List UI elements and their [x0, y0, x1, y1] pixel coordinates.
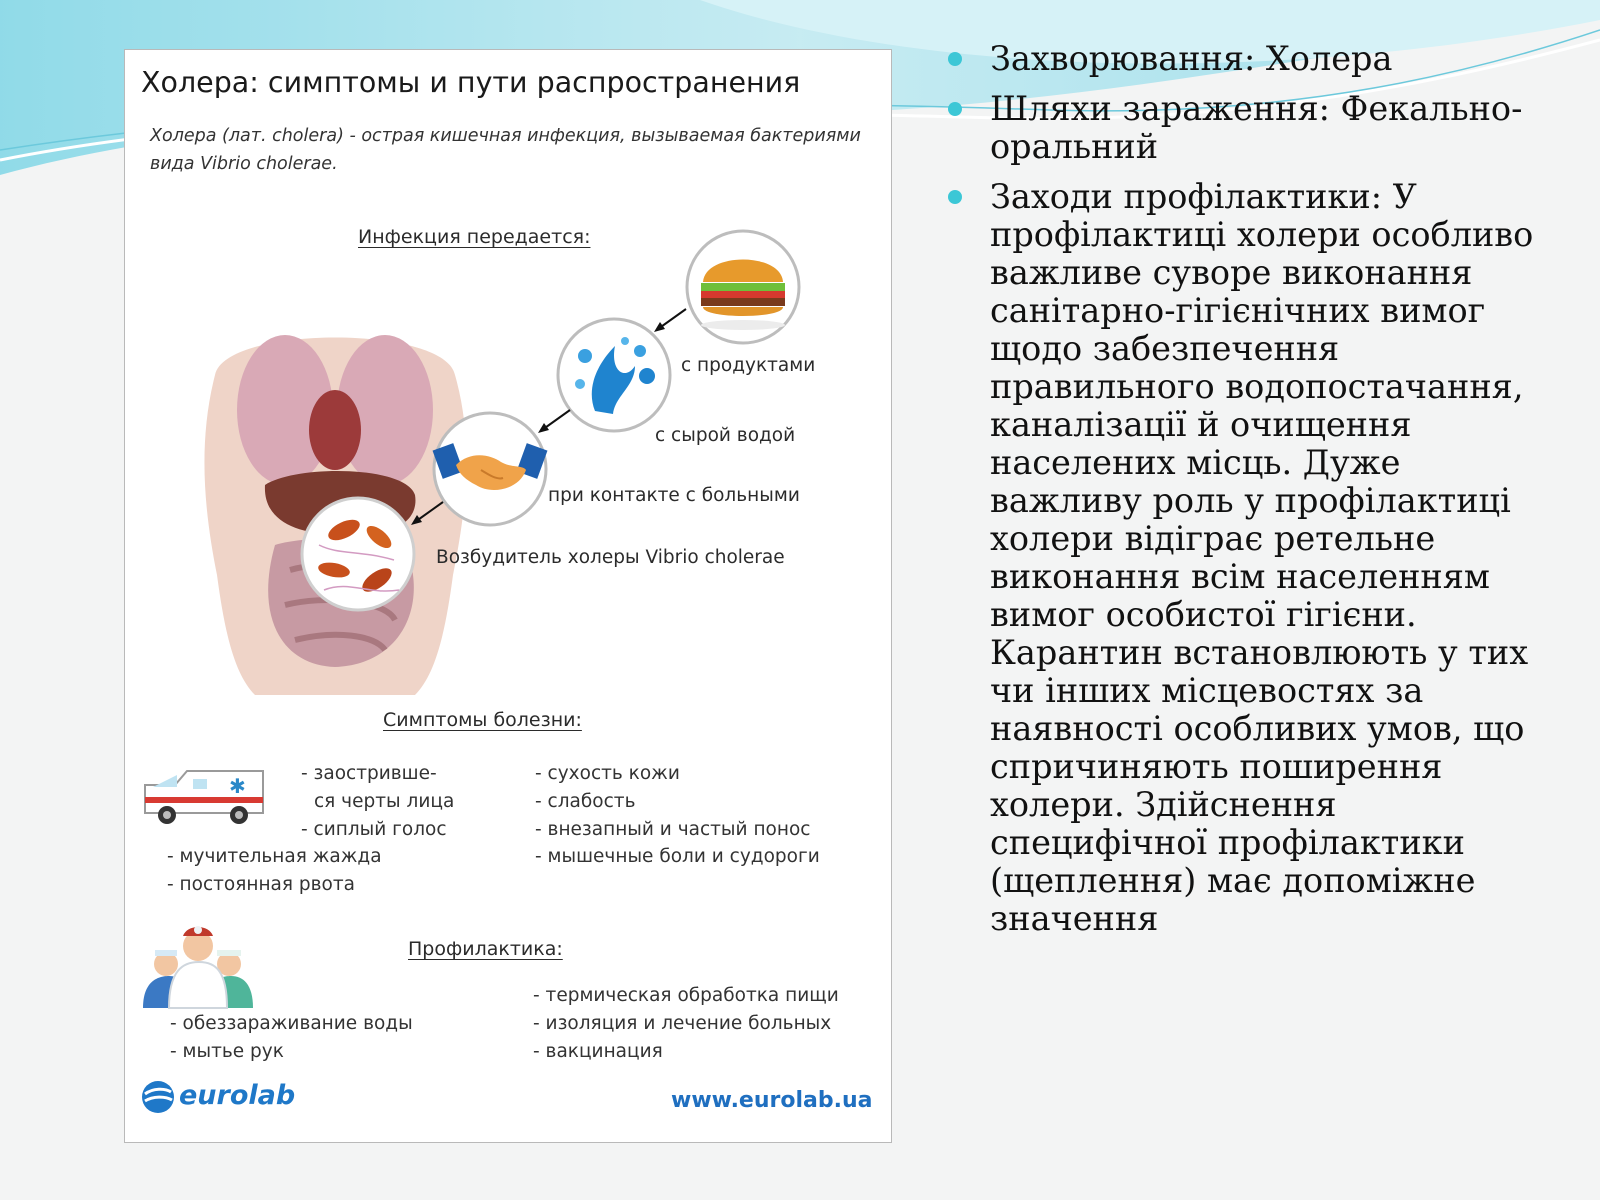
symptom-item: - заостривше-: [301, 763, 437, 784]
transmission-heading: Инфекция передается:: [358, 226, 591, 248]
prevention-item: - мытье рук: [170, 1041, 284, 1062]
bullet-dot-icon: [948, 190, 962, 204]
symptom-item: - мучительная жажда: [167, 846, 382, 867]
prevention-item: - вакцинация: [533, 1041, 663, 1062]
label-contact: при контакте с больными: [548, 485, 800, 506]
vibrio-cholerae-icon: [299, 495, 417, 613]
eurolab-logo: eurolab: [179, 1080, 296, 1111]
symptom-item: - слабость: [535, 791, 636, 812]
symptom-item: - постоянная рвота: [167, 874, 355, 895]
handshake-icon: [431, 410, 549, 528]
label-food: с продуктами: [681, 355, 816, 376]
symptoms-heading: Симптомы болезни:: [383, 709, 582, 731]
bullet-list: [948, 40, 1548, 950]
bullet-text: Шляхи зараження: Фекально-оральний: [990, 89, 1523, 166]
bullet-text: Заходи профілактики: У профілактиці холери особливо важливе суворе виконання санітарно-гігієнічних вимог щодо забезпечення правильного водопостачання, каналізації й очищення населених місць. Дуже важливу роль у профілактиці холери відіграє ретельне виконання всім населенням вимог особистої гігієни. Карантин встановлюють у тих чи інших місцевостях за наявності особливих умов, що спричиняють поширення холери. Здійснення специфічної профілактики (щеплення) має допоміжне значення: [990, 177, 1534, 938]
bullet-dot-icon: [948, 102, 962, 116]
symptom-item: - внезапный и частый понос: [535, 819, 811, 840]
label-water: с сырой водой: [655, 425, 796, 446]
symptom-item: ся черты лица: [314, 791, 455, 812]
prevention-item: - обеззараживание воды: [170, 1013, 413, 1034]
prevention-item: - изоляция и лечение больных: [533, 1013, 832, 1034]
bullet-text: Захворювання: Холера: [990, 39, 1393, 78]
doctors-icon: [139, 920, 257, 1010]
svg-text:✱: ✱: [229, 774, 246, 798]
arrow-icon: [407, 498, 447, 528]
ambulance-icon: [141, 763, 271, 827]
prevention-heading: Профилактика:: [408, 938, 563, 960]
bullet-item-disease: [948, 40, 1548, 78]
burger-icon: [683, 227, 803, 347]
arrow-icon: [534, 406, 574, 436]
label-pathogen: Возбудитель холеры Vibrio cholerae: [436, 547, 785, 568]
symptom-item: - сиплый голос: [301, 819, 447, 840]
symptom-item: - мышечные боли и судороги: [535, 846, 820, 867]
poster-subtitle: Холера (лат. cholera) - острая кишечная инфекция, вызываемая бактериями вида Vibrio cholerae.: [150, 126, 861, 174]
bullet-item-transmission: [948, 90, 1548, 166]
prevention-item: - термическая обработка пищи: [533, 985, 839, 1006]
arrow-icon: [650, 305, 690, 335]
site-link[interactable]: www.eurolab.ua: [671, 1088, 873, 1113]
poster-title: Холера: симптомы и пути распространения: [141, 66, 801, 99]
bullet-dot-icon: [948, 52, 962, 66]
symptom-item: - сухость кожи: [535, 763, 680, 784]
eurolab-logo-icon: [141, 1080, 175, 1114]
cholera-poster: [124, 49, 892, 1143]
bullet-item-prevention: [948, 178, 1548, 938]
